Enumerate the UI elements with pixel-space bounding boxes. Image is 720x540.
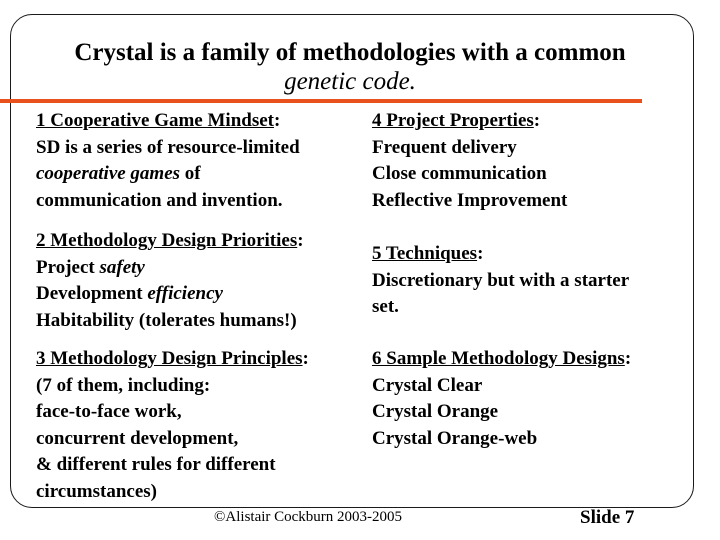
block-1-heading: 1 Cooperative Game Mindset <box>36 110 274 131</box>
block-1-italic: cooperative games <box>36 163 181 184</box>
block-2-italic: safety <box>99 256 145 278</box>
block-2-italic: efficiency <box>147 283 223 304</box>
block-6-line: Crystal Clear <box>372 374 483 396</box>
block-3-line: circumstances) <box>36 480 158 502</box>
title-line-2: genetic code. <box>284 68 416 95</box>
block-5-line: Discretionary but with a starter <box>372 269 630 291</box>
block-2-line: Development <box>36 283 148 304</box>
block-design-principles: 3 Methodology Design Principles: (7 of them, including: face-to-face work, concurrent development, & different rules for different circumstances) <box>36 346 309 505</box>
block-3-line: face-to-face work, <box>36 401 182 422</box>
block-2-heading: 2 Methodology Design Priorities <box>36 230 298 251</box>
block-sample-designs: 6 Sample Methodology Designs: Crystal Clear Crystal Orange Crystal Orange-web <box>372 346 631 452</box>
block-cooperative-game: 1 Cooperative Game Mindset: SD is a series of resource-limited cooperative games of communication and invention. <box>36 108 300 214</box>
block-3-line: concurrent development, <box>36 427 239 449</box>
block-3-line: (7 of them, including: <box>36 374 211 396</box>
block-2-line: Project <box>36 256 100 278</box>
title-underline-rule <box>0 99 642 103</box>
block-5-heading: 5 Techniques <box>372 243 478 264</box>
block-1-line: communication and invention. <box>36 189 283 211</box>
block-6-line: Crystal Orange <box>372 401 499 422</box>
block-4-line: Close communication <box>372 163 547 184</box>
copyright-footer: ©Alistair Cockburn 2003-2005 <box>214 509 403 525</box>
block-1-line: of <box>180 163 201 184</box>
block-2-line: Habitability (tolerates humans!) <box>36 309 297 331</box>
block-4-heading: 4 Project Properties <box>372 110 534 131</box>
slide-title <box>20 38 680 96</box>
block-3-heading: 3 Methodology Design Principles <box>36 348 303 369</box>
block-techniques: 5 Techniques: Discretionary but with a starter set. <box>372 241 629 321</box>
block-6-heading: 6 Sample Methodology Designs <box>372 348 625 369</box>
block-4-line: Frequent delivery <box>372 136 517 158</box>
block-4-line: Reflective Improvement <box>372 189 568 211</box>
slide-number: Slide 7 <box>580 507 635 528</box>
title-line-1: Crystal is a family of methodologies with a common <box>74 39 626 66</box>
block-design-priorities: 2 Methodology Design Priorities: Project safety Development efficiency Habitability (tolerates humans!) <box>36 228 304 334</box>
block-5-line: set. <box>372 296 399 317</box>
block-3-line: & different rules for different <box>36 454 276 475</box>
block-1-line: SD is a series of resource-limited <box>36 136 300 158</box>
block-6-line: Crystal Orange-web <box>372 427 538 449</box>
block-project-properties: 4 Project Properties: Frequent delivery Close communication Reflective Improvement <box>372 108 567 214</box>
